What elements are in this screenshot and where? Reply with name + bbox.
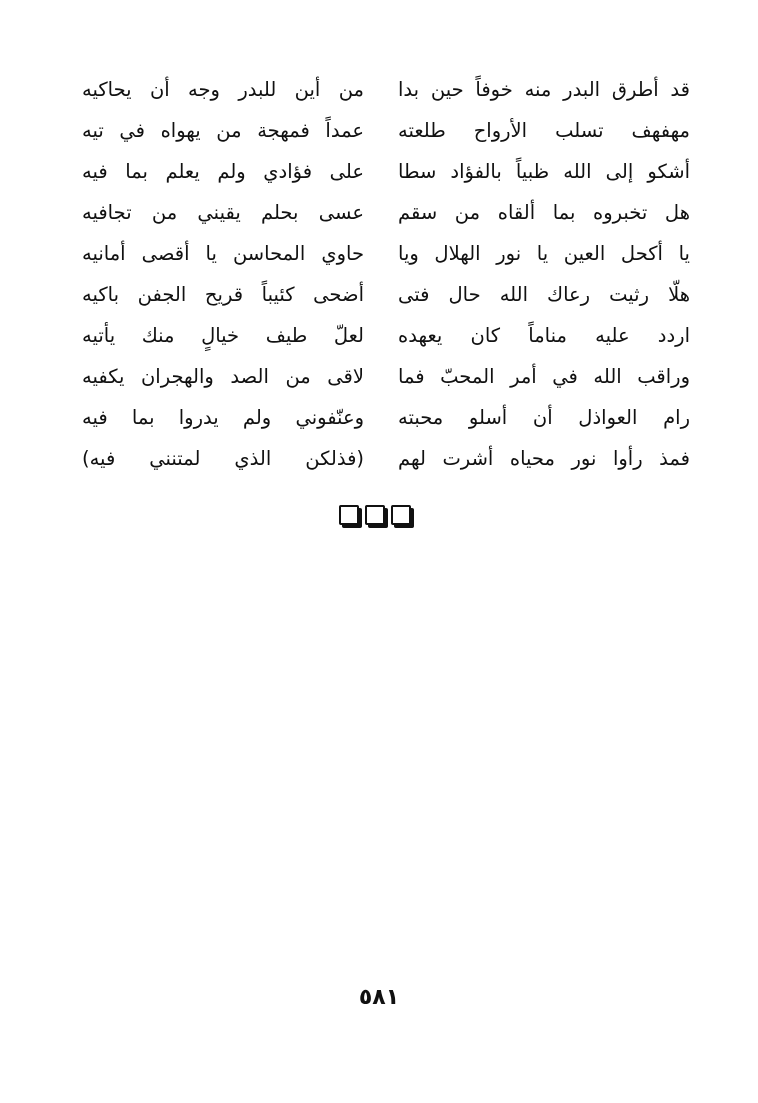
verse-first-hemistich: هلّا رثيت رعاك الله حال فتى <box>398 283 690 306</box>
verse-second-hemistich: عسى بحلم يقيني من تجافيه <box>82 201 364 224</box>
section-end-ornament-icon <box>339 505 419 529</box>
verse-first-hemistich: أشكو إلى الله ظبياً بالفؤاد سطا <box>398 160 690 183</box>
verse-second-hemistich: لاقى من الصد والهجران يكفيه <box>82 365 364 388</box>
verse-second-hemistich: لعلّ طيف خيالٍ منك يأتيه <box>82 324 364 347</box>
square-box-icon <box>365 505 385 525</box>
verse-first-hemistich: هل تخبروه بما ألقاه من سقم <box>398 201 690 224</box>
verse-9 <box>70 398 690 438</box>
verse-7 <box>70 316 690 356</box>
verse-first-hemistich: فمذ رأوا نور محياه أشرت لهم <box>398 447 690 470</box>
verse-second-hemistich: حاوي المحاسن يا أقصى أمانيه <box>82 242 364 265</box>
verse-10 <box>70 439 690 479</box>
verse-second-hemistich: على فؤادي ولم يعلم بما فيه <box>82 160 364 183</box>
verse-second-hemistich: عمداً فمهجة من يهواه في تيه <box>82 119 364 142</box>
verse-second-hemistich: وعنّفوني ولم يدروا بما فيه <box>82 406 364 429</box>
square-box-icon <box>391 505 411 525</box>
page-number: ٥٨١ <box>358 985 400 1010</box>
verse-first-hemistich: يا أكحل العين يا نور الهلال ويا <box>398 242 690 265</box>
verse-6 <box>70 275 690 315</box>
verse-first-hemistich: اردد عليه مناماً كان يعهده <box>398 324 690 347</box>
verse-second-hemistich: من أين للبدر وجه أن يحاكيه <box>82 78 364 101</box>
verse-first-hemistich: رام العواذل أن أسلو محبته <box>398 406 690 429</box>
verse-second-hemistich: أضحى كئيباً قريح الجفن باكيه <box>82 283 364 306</box>
verse-8 <box>70 357 690 397</box>
verse-1 <box>70 70 690 110</box>
verse-first-hemistich: مهفهف تسلب الأرواح طلعته <box>398 119 690 142</box>
verse-second-hemistich: (فذلكن الذي لمتنني فيه) <box>82 447 364 470</box>
verse-2 <box>70 111 690 151</box>
verse-4 <box>70 193 690 233</box>
verse-first-hemistich: قد أطرق البدر منه خوفاً حين بدا <box>398 78 690 101</box>
verse-5 <box>70 234 690 274</box>
square-box-icon <box>339 505 359 525</box>
verse-3 <box>70 152 690 192</box>
verse-first-hemistich: وراقب الله في أمر المحبّ فما <box>398 365 690 388</box>
